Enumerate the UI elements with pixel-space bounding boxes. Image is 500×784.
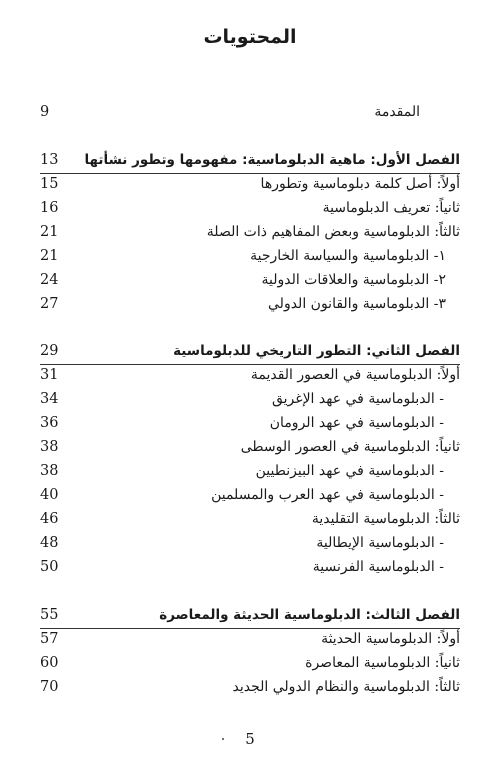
entry-label: ثالثاً: الدبلوماسية والنظام الدولي الجديد	[232, 679, 460, 695]
toc-entry	[40, 535, 460, 559]
page-number: 57	[40, 631, 59, 647]
page-number: 50	[40, 559, 59, 575]
chapter-title: الفصل الثاني: التطور التاريخي للدبلوماسية	[173, 343, 460, 359]
entry-label: ثانياً: الدبلوماسية المعاصرة	[305, 655, 460, 671]
page-number: 38	[40, 439, 59, 455]
divider	[40, 364, 460, 365]
toc-entry	[40, 224, 460, 248]
entry-label: أولاً: الدبلوماسية في العصور القديمة	[250, 367, 460, 383]
chapter-title: الفصل الأول: ماهية الدبلوماسية: مفهومها وتطور نشأتها	[84, 152, 460, 168]
entry-label: أولاً: أصل كلمة دبلوماسية وتطورها	[260, 176, 460, 192]
page-number: 16	[40, 200, 59, 216]
page-number: 24	[40, 272, 59, 288]
page-number: 29	[40, 343, 59, 359]
page-number: 27	[40, 296, 59, 312]
entry-label: ثالثاً: الدبلوماسية التقليدية	[311, 511, 460, 527]
entry-label: ٢- الدبلوماسية والعلاقات الدولية	[261, 272, 446, 288]
toc-entry	[40, 439, 460, 463]
toc-entry	[40, 631, 460, 655]
toc-entry	[40, 272, 460, 296]
toc-entry	[40, 200, 460, 224]
entry-label: ثالثاً: الدبلوماسية وبعض المفاهيم ذات الصلة	[206, 224, 460, 240]
chapter-title: الفصل الثالث: الدبلوماسية الحديثة والمعاصرة	[159, 607, 460, 623]
entry-label: - الدبلوماسية في عهد الرومان	[269, 415, 444, 431]
page-number: 13	[40, 152, 59, 168]
page-number: 38	[40, 463, 59, 479]
page-number: 55	[40, 607, 59, 623]
table-of-contents	[40, 0, 460, 784]
toc-entry	[40, 487, 460, 511]
entry-label: - الدبلوماسية في عهد العرب والمسلمين	[211, 487, 444, 503]
toc-entry	[40, 176, 460, 200]
entry-label: - الدبلوماسية في عهد الإغريق	[271, 391, 444, 407]
toc-entry	[40, 511, 460, 535]
entry-label: - الدبلوماسية الفرنسية	[312, 559, 444, 575]
toc-entry	[40, 463, 460, 487]
toc-entry	[40, 391, 460, 415]
toc-entry	[40, 679, 460, 703]
page-footer-number: 5	[245, 730, 255, 748]
page-number: 9	[40, 104, 50, 120]
toc-entry	[40, 655, 460, 679]
page-number: 70	[40, 679, 59, 695]
page-number: 46	[40, 511, 59, 527]
toc-entry	[40, 248, 460, 272]
page-number: 36	[40, 415, 59, 431]
page-number: 34	[40, 391, 59, 407]
toc-entry	[40, 559, 460, 583]
entry-label: - الدبلوماسية في عهد البيزنطيين	[255, 463, 444, 479]
entry-label: ٣- الدبلوماسية والقانون الدولي	[268, 296, 446, 312]
toc-entry	[40, 367, 460, 391]
entry-label: ١- الدبلوماسية والسياسة الخارجية	[250, 248, 446, 264]
page-number: 21	[40, 248, 59, 264]
entry-label: ثانياً: تعريف الدبلوماسية	[322, 200, 460, 216]
page-title: المحتويات	[203, 26, 297, 48]
page-number: 21	[40, 224, 59, 240]
page-number: 40	[40, 487, 59, 503]
page-number: 15	[40, 176, 59, 192]
toc-entry	[40, 415, 460, 439]
entry-label: المقدمة	[374, 104, 420, 120]
divider	[40, 173, 460, 174]
entry-label: ثانياً: الدبلوماسية في العصور الوسطى	[240, 439, 460, 455]
toc-entry	[40, 296, 460, 320]
divider	[40, 628, 460, 629]
toc-entry-intro	[40, 104, 460, 128]
entry-label: أولاً: الدبلوماسية الحديثة	[321, 631, 460, 647]
entry-label: - الدبلوماسية الإيطالية	[316, 535, 444, 551]
page-number: 48	[40, 535, 59, 551]
page-number: 31	[40, 367, 59, 383]
page-number: 60	[40, 655, 59, 671]
